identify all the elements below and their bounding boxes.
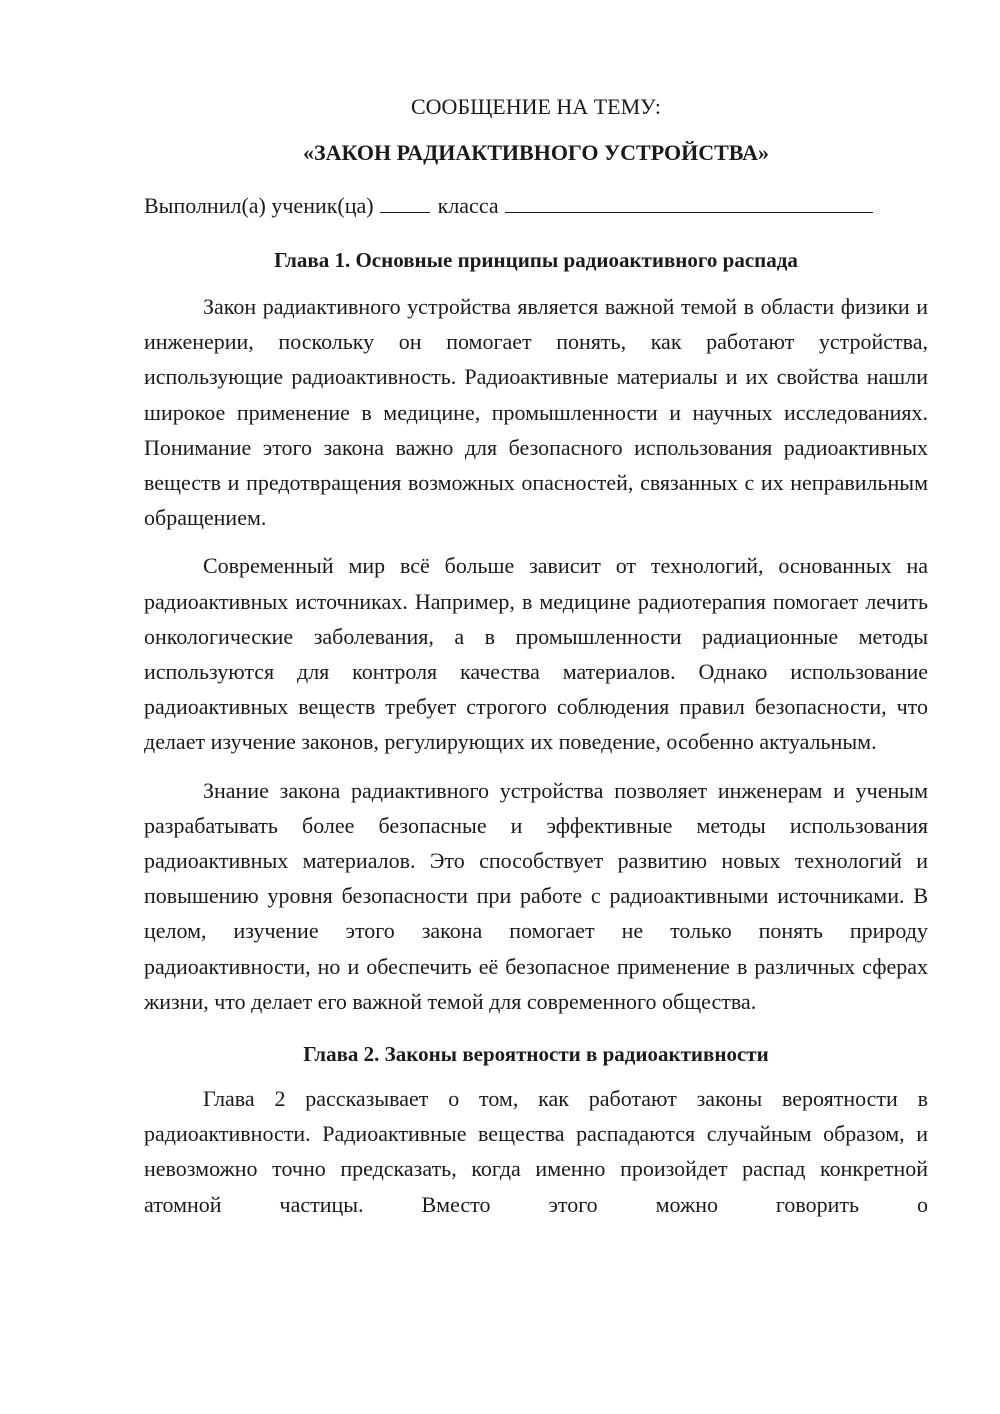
chapter-2-paragraph-1: Глава 2 рассказывает о том, как работают законы вероятности в радиоактивности. Радиоактивные вещества распадаются случайным образом, и невозможно точно предсказать, когда именно произойдет распад конкретной атомной частицы. Вместо этого можно говорить о <box>144 1086 928 1217</box>
author-prefix: Выполнил(а) ученик(ца) <box>144 193 374 218</box>
chapter-1-heading: Глава 1. Основные принципы радиоактивного распада <box>274 248 798 272</box>
chapter-2-heading: Глава 2. Законы вероятности в радиоактивности <box>303 1042 769 1067</box>
chapter-1-paragraph-1: Закон радиактивного устройства является важной темой в области физики и инженерии, поскольку он помогает понять, как работают устройства, использующие радиоактивность. Радиоактивные материалы и их свойства нашли широкое применение в медицине, промышленности и научных исследованиях. Понимание этого закона важно для безопасного использования радиоактивных веществ и предотвращения возможных опасностей, связанных с их неправильным обращением. <box>144 294 928 531</box>
chapter-1-paragraph-3: Знание закона радиактивного устройства позволяет инженерам и ученым разрабатывать более безопасные и эффективные методы использования радиоактивных материалов. Это способствует развитию новых технологий и повышению уровня безопасности при работе с радиоактивными источниками. В целом, изучение этого закона помогает не только понять природу радиоактивности, но и обеспечить её безопасное применение в различных сферах жизни, что делает его важной темой для современного общества. <box>144 777 928 1014</box>
document-subtitle: «ЗАКОН РАДИАКТИВНОГО УСТРОЙСТВА» <box>303 140 769 165</box>
document-title: СООБЩЕНИЕ НА ТЕМУ: <box>411 94 661 119</box>
class-label: класса <box>437 193 499 218</box>
document-page <box>144 92 928 1222</box>
author-name-blank <box>505 190 873 213</box>
chapter-1-paragraph-2: Современный мир всё больше зависит от технологий, основанных на радиоактивных источниках. Например, в медицине радиотерапия помогает лечить онкологические заболевания, а в промышленности радиационные методы используются для контроля качества материалов. Однако использование радиоактивных веществ требует строгого соблюдения правил безопасности, что делает изучение законов, регулирующих их поведение, особенно актуальным. <box>144 553 928 755</box>
author-line <box>144 190 928 221</box>
class-number-blank <box>380 190 430 213</box>
